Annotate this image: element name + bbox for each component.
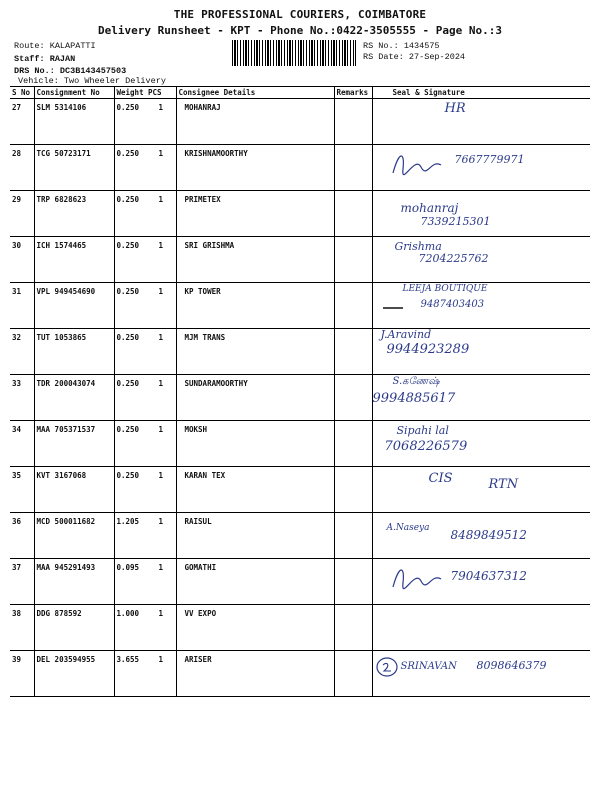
cell-remarks bbox=[334, 421, 372, 467]
cell-pcs: 1 bbox=[146, 237, 176, 283]
handwritten-signature: 9487403403 bbox=[420, 299, 485, 310]
signature-area bbox=[375, 517, 589, 553]
table-row bbox=[10, 237, 590, 283]
signature-area bbox=[372, 376, 589, 415]
cell-signature bbox=[372, 237, 590, 283]
signature-area bbox=[375, 609, 589, 645]
cell-consignee: MJM TRANS bbox=[176, 329, 334, 375]
rs-no-value: 1434575 bbox=[403, 41, 440, 51]
cell-consignee: KP TOWER bbox=[176, 283, 334, 329]
handwritten-signature: J.Aravind bbox=[380, 328, 432, 341]
table-row bbox=[10, 605, 590, 651]
cell-consignment: DDG 878592 bbox=[34, 605, 114, 651]
col-pcs: PCS bbox=[146, 87, 176, 99]
route-label: Route: bbox=[14, 41, 45, 51]
cell-pcs: 1 bbox=[146, 421, 176, 467]
cell-weight: 1.000 bbox=[114, 605, 146, 651]
col-signature: Seal & Signature bbox=[372, 87, 590, 99]
col-remarks: Remarks bbox=[334, 87, 372, 99]
signature-scribble bbox=[389, 149, 449, 179]
circle-mark bbox=[375, 655, 399, 679]
signature-area bbox=[375, 425, 589, 461]
cell-signature bbox=[372, 605, 590, 651]
rs-no-line bbox=[363, 41, 440, 51]
cell-pcs: 1 bbox=[146, 191, 176, 237]
company-title: THE PROFESSIONAL COURIERS, COIMBATORE bbox=[173, 8, 427, 21]
col-consignee: Consignee Details bbox=[176, 87, 334, 99]
rs-date-label: RS Date: bbox=[363, 52, 404, 62]
route-value: KALAPATTI bbox=[49, 41, 96, 51]
signature-area bbox=[375, 195, 589, 231]
signature-area bbox=[375, 241, 589, 277]
cell-pcs: 1 bbox=[146, 145, 176, 191]
cell-pcs: 1 bbox=[146, 99, 176, 145]
drs-label: DRS No.: bbox=[14, 66, 55, 76]
cell-weight: 0.250 bbox=[114, 467, 146, 513]
cell-consignee: KARAN TEX bbox=[176, 467, 334, 513]
runsheet-table bbox=[10, 86, 590, 697]
cell-weight: 0.250 bbox=[114, 283, 146, 329]
cell-signature bbox=[372, 283, 590, 329]
handwritten-signature: 7068226579 bbox=[384, 439, 468, 454]
route-line bbox=[14, 40, 96, 52]
table-row bbox=[10, 467, 590, 513]
rs-date-value: 27-Sep-2024 bbox=[408, 52, 466, 62]
cell-sno: 38 bbox=[10, 605, 34, 651]
cell-pcs: 1 bbox=[146, 375, 176, 421]
handwritten-signature: 7204225762 bbox=[418, 252, 489, 265]
signature-area bbox=[375, 149, 589, 185]
cell-remarks bbox=[334, 329, 372, 375]
cell-sno: 34 bbox=[10, 421, 34, 467]
table-row bbox=[10, 651, 590, 697]
cell-consignee: GOMATHI bbox=[176, 559, 334, 605]
cell-sno: 39 bbox=[10, 651, 34, 697]
cell-weight: 3.655 bbox=[114, 651, 146, 697]
cell-sno: 33 bbox=[10, 375, 34, 421]
handwritten-signature: 7339215301 bbox=[420, 215, 491, 228]
cell-consignee: MOKSH bbox=[176, 421, 334, 467]
handwritten-signature: A.Naseya bbox=[386, 523, 430, 533]
cell-pcs: 1 bbox=[146, 559, 176, 605]
cell-remarks bbox=[334, 651, 372, 697]
cell-signature bbox=[372, 99, 590, 145]
staff-label: Staff: bbox=[14, 54, 45, 64]
cell-consignee: MOHANRAJ bbox=[176, 99, 334, 145]
cell-sno: 37 bbox=[10, 559, 34, 605]
col-sno: S No bbox=[10, 87, 34, 99]
drs-value: DC3B143457503 bbox=[59, 66, 127, 76]
cell-remarks bbox=[334, 283, 372, 329]
handwritten-signature: LEEJA BOUTIQUE bbox=[402, 284, 488, 294]
handwritten-signature: S.கணேஷ் bbox=[392, 376, 440, 387]
vehicle-value: Two Wheeler Delivery bbox=[63, 76, 166, 86]
cell-remarks bbox=[334, 559, 372, 605]
cell-signature bbox=[372, 191, 590, 237]
cell-weight: 0.250 bbox=[114, 421, 146, 467]
cell-signature bbox=[372, 145, 590, 191]
cell-consignment: ICH 1574465 bbox=[34, 237, 114, 283]
handwritten-signature: 9994885617 bbox=[372, 391, 456, 406]
cell-signature bbox=[372, 467, 590, 513]
cell-consignment: MCD 500011682 bbox=[34, 513, 114, 559]
cell-sno: 30 bbox=[10, 237, 34, 283]
signature-area bbox=[375, 284, 589, 323]
handwritten-signature: 7667779971 bbox=[454, 153, 525, 166]
signature-area bbox=[375, 563, 589, 599]
dash-mark bbox=[381, 303, 405, 313]
cell-sno: 32 bbox=[10, 329, 34, 375]
cell-consignee: PRIMETEX bbox=[176, 191, 334, 237]
cell-consignee: VV EXPO bbox=[176, 605, 334, 651]
cell-weight: 0.250 bbox=[114, 145, 146, 191]
cell-consignment: TCG 50723171 bbox=[34, 145, 114, 191]
cell-signature bbox=[372, 559, 590, 605]
handwritten-signature: 8098646379 bbox=[476, 659, 547, 672]
handwritten-signature: HR bbox=[444, 101, 466, 116]
runsheet-title: Delivery Runsheet - KPT - Phone No.:0422-3505555 - Page No.:3 bbox=[98, 24, 502, 37]
handwritten-signature: 9944923289 bbox=[386, 342, 470, 357]
table-row bbox=[10, 283, 590, 329]
cell-remarks bbox=[334, 513, 372, 559]
cell-pcs: 1 bbox=[146, 329, 176, 375]
col-consignment: Consignment No bbox=[34, 87, 114, 99]
handwritten-signature: SRINAVAN bbox=[400, 661, 457, 672]
handwritten-signature: Sipahi lal bbox=[396, 424, 449, 437]
table-row bbox=[10, 99, 590, 145]
cell-remarks bbox=[334, 191, 372, 237]
cell-remarks bbox=[334, 145, 372, 191]
handwritten-signature: mohanraj bbox=[400, 201, 459, 215]
cell-pcs: 1 bbox=[146, 283, 176, 329]
cell-consignee: RAISUL bbox=[176, 513, 334, 559]
table-header-row bbox=[10, 87, 590, 99]
staff-line bbox=[14, 53, 75, 65]
cell-weight: 0.250 bbox=[114, 99, 146, 145]
cell-sno: 35 bbox=[10, 467, 34, 513]
table-row bbox=[10, 421, 590, 467]
table-row bbox=[10, 329, 590, 375]
handwritten-signature: 8489849512 bbox=[450, 528, 527, 542]
cell-sno: 29 bbox=[10, 191, 34, 237]
cell-weight: 0.250 bbox=[114, 237, 146, 283]
cell-sno: 27 bbox=[10, 99, 34, 145]
cell-remarks bbox=[334, 99, 372, 145]
signature-area bbox=[375, 655, 589, 691]
cell-signature bbox=[372, 375, 590, 421]
signature-area bbox=[375, 471, 589, 507]
signature-area bbox=[375, 328, 589, 369]
table-row bbox=[10, 375, 590, 421]
col-weight: Weight bbox=[114, 87, 146, 99]
cell-consignment: VPL 949454690 bbox=[34, 283, 114, 329]
handwritten-signature: CIS bbox=[428, 471, 453, 486]
cell-weight: 0.250 bbox=[114, 191, 146, 237]
cell-sno: 31 bbox=[10, 283, 34, 329]
handwritten-signature: 7904637312 bbox=[450, 569, 527, 583]
cell-consignment: SLM 5314106 bbox=[34, 99, 114, 145]
cell-remarks bbox=[334, 467, 372, 513]
cell-weight: 0.095 bbox=[114, 559, 146, 605]
cell-sno: 28 bbox=[10, 145, 34, 191]
cell-consignment: MAA 705371537 bbox=[34, 421, 114, 467]
handwritten-signature: Grishma bbox=[394, 240, 442, 253]
cell-weight: 0.250 bbox=[114, 329, 146, 375]
cell-weight: 0.250 bbox=[114, 375, 146, 421]
signature-area bbox=[375, 103, 589, 139]
cell-remarks bbox=[334, 605, 372, 651]
cell-consignment: TRP 6828623 bbox=[34, 191, 114, 237]
cell-consignee: SRI GRISHMA bbox=[176, 237, 334, 283]
cell-pcs: 1 bbox=[146, 513, 176, 559]
cell-consignee: ARISER bbox=[176, 651, 334, 697]
cell-pcs: 1 bbox=[146, 605, 176, 651]
cell-remarks bbox=[334, 237, 372, 283]
barcode bbox=[232, 40, 356, 66]
cell-remarks bbox=[334, 375, 372, 421]
cell-weight: 1.205 bbox=[114, 513, 146, 559]
table-row bbox=[10, 191, 590, 237]
staff-value: RAJAN bbox=[49, 54, 76, 64]
vehicle-label: Vehicle: bbox=[18, 76, 59, 86]
cell-signature bbox=[372, 513, 590, 559]
cell-signature bbox=[372, 329, 590, 375]
table-row bbox=[10, 145, 590, 191]
cell-consignment: DEL 203594955 bbox=[34, 651, 114, 697]
cell-consignee: KRISHNAMOORTHY bbox=[176, 145, 334, 191]
table-row bbox=[10, 513, 590, 559]
cell-consignee: SUNDARAMOORTHY bbox=[176, 375, 334, 421]
cell-pcs: 1 bbox=[146, 467, 176, 513]
rs-no-label: RS No.: bbox=[363, 41, 399, 51]
cell-consignment: KVT 3167068 bbox=[34, 467, 114, 513]
cell-consignment: TUT 1053865 bbox=[34, 329, 114, 375]
rs-date-line bbox=[363, 52, 465, 62]
cell-consignment: TDR 200043074 bbox=[34, 375, 114, 421]
handwritten-signature: RTN bbox=[488, 477, 519, 492]
cell-consignment: MAA 945291493 bbox=[34, 559, 114, 605]
cell-signature bbox=[372, 651, 590, 697]
cell-sno: 36 bbox=[10, 513, 34, 559]
table-row bbox=[10, 559, 590, 605]
cell-signature bbox=[372, 421, 590, 467]
signature-scribble bbox=[389, 563, 449, 593]
cell-pcs: 1 bbox=[146, 651, 176, 697]
